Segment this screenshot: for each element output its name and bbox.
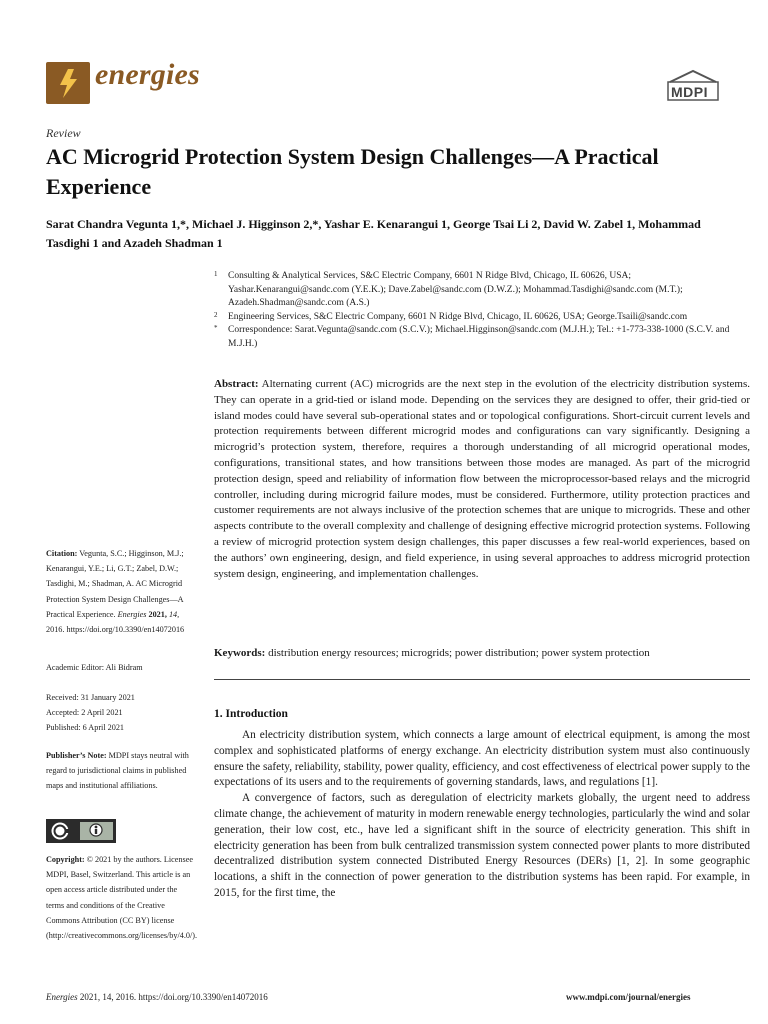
affiliation-2: 2 Engineering Services, S&C Electric Company, 6601 N Ridge Blvd, Chicago, IL 60626, USA; George.Tsaili@sandc.com (214, 310, 688, 322)
introduction-body (214, 728, 750, 902)
cc-by-badge[interactable] (46, 819, 116, 843)
citation-doi-link[interactable]: https://doi.org/10.3390/en14072016 (66, 625, 185, 635)
citation-journal: Energies (117, 609, 147, 619)
section-heading: 1. Introduction (214, 708, 288, 720)
journal-name: energies (95, 58, 200, 91)
footer-citation-text[interactable]: 2021, 14, 2016. https://doi.org/10.3390/en14072016 (79, 992, 268, 1002)
citation-year: 2021, (148, 609, 167, 619)
divider (214, 679, 750, 680)
article-type: Review (46, 126, 81, 140)
citation-text: Vegunta, S.C.; Higginson, M.J.; Kenarangui, Y.E.; Li, G.T.; Zabel, D.W.; Tasdighi, M.; Shadman, A. AC Microgrid Protection System Design Challenges—A Practical Experience. (46, 549, 184, 619)
copyright (46, 852, 196, 943)
keywords-text: distribution energy resources; microgrids; power distribution; power system protection (268, 647, 650, 659)
publisher-note (46, 748, 196, 794)
copyright-label: Copyright: (46, 855, 85, 864)
affiliations (214, 270, 734, 352)
abstract (214, 377, 750, 582)
publisher-note-text: MDPI stays neutral with regard to jurisdictional claims in published maps and institutional affiliations. (46, 751, 189, 791)
affiliation-1: 1 Consulting & Analytical Services, S&C Electric Company, 6601 N Ridge Blvd, Chicago, IL 60626, USA; Yashar.Kenarangui@sandc.com (Y.E.K.); Dave.Zabel@sandc.com (D.W.Z.); Mohammad.Tasdighi@sandc.com (M.T.); Azadeh.Shadman@sandc.com (A.S.) (214, 270, 683, 309)
citation-volume: 14, (168, 609, 180, 619)
accepted-date: Accepted: 2 April 2021 (46, 708, 123, 717)
author-list: Sarat Chandra Vegunta 1,*, Michael J. Higginson 2,*, Yashar E. Kenarangui 1, George Tsai Li 2, David W. Zabel 1, Mohammad Tasdighi 1 and Azadeh Shadman 1 (46, 217, 701, 250)
publisher-note-label: Publisher’s Note: (46, 751, 107, 760)
paragraph: A convergence of factors, such as deregulation of electricity markets globally, the urgent need to address climate change, the achievement of maturity in modern renewable energy technologies, particularly the wind and solar generation, their low cost, etc., have led a significant shift in the source of electricity generation. This shift in electricity generation has been from bulk centralized transmission system connected power plants to more distributed decentralized distribution system connected Distributed Energy Resources (DERs) [1, 2]. In some geographic locations, a shift in the connection of power generation to the distribution systems has been rapid. For example, in 2015, for the first time, the (214, 792, 750, 899)
abstract-label: Abstract: (214, 378, 259, 390)
footer-url[interactable]: www.mdpi.com/journal/energies (566, 992, 691, 1002)
academic-editor: Academic Editor: Ali Bidram (46, 663, 143, 672)
footer-citation (46, 992, 268, 1002)
correspondence: * Correspondence: Sarat.Vegunta@sandc.com (S.C.V.); Michael.Higginson@sandc.com (M.J.H.); Tel.: +1-773-338-1000 (S.C.V. and M.J.H.) (214, 324, 730, 349)
received-date: Received: 31 January 2021 (46, 693, 135, 702)
lightning-icon (46, 62, 90, 104)
citation-block (46, 546, 196, 637)
keywords (214, 646, 750, 662)
footer-journal: Energies (46, 992, 78, 1002)
paper-title: AC Microgrid Protection System Design Challenges—A Practical Experience (46, 144, 659, 199)
abstract-text: Alternating current (AC) microgrids are the next step in the evolution of the electricity distribution systems. They can operate in a grid-tied or island mode. Depending on the services they are designed to offer, their grid-tied or island modes could have several sub-operational states and or topological configurations. Short-circuit current levels and protection requirements between different microgrid modes and configurations can vary significantly. Designing a microgrid’s protection system, therefore, requires a thorough understanding of all microgrid operational modes, configurations, transitional states, and how transitions between those modes are managed. As part of the microgrid protection design, speed and reliability of information flow between the microprocessor-based relays and the microgrid controller, including during microgrid failure modes, must be considered. Furthermore, utility protection practices and customer requirements are not always inclusive of the protection schemes that are unique to microgrids. These and other aspects contribute to the overall complexity and challenge of designing effective microgrid protection systems. Following a review of microgrid protection system design challenges, this paper discusses a few real-world experiences, based on the authors’ own engineering, design, and field experience, in using several approaches to address microgrid protection system design, engineering, and implementation challenges. (214, 378, 750, 580)
paragraph: An electricity distribution system, which connects a large amount of electrical equipment, is among the most complex and sophisticated platforms of energy exchange. An electricity distribution system must also continuously ensure the safety, reliability, stability, power quality, efficiency, and cost effectiveness of electrical power supply to the expectations of its users and to the requirements of governing standards, laws, and regulations [1]. (214, 729, 750, 789)
citation-label: Citation: (46, 549, 78, 558)
citation-pages: 2016. (46, 625, 65, 635)
keywords-label: Keywords: (214, 647, 266, 659)
creative-commons-icon (46, 819, 116, 843)
journal-logo (46, 62, 90, 104)
published-date: Published: 6 April 2021 (46, 723, 125, 732)
copyright-text: © 2021 by the authors. Licensee MDPI, Basel, Switzerland. This article is an open access article distributed under the terms and conditions of the Creative Commons Attribution (CC BY) license (http://creativecommons.org/licenses/by/4.0/). (46, 855, 198, 941)
publisher-name: MDPI (671, 84, 708, 100)
